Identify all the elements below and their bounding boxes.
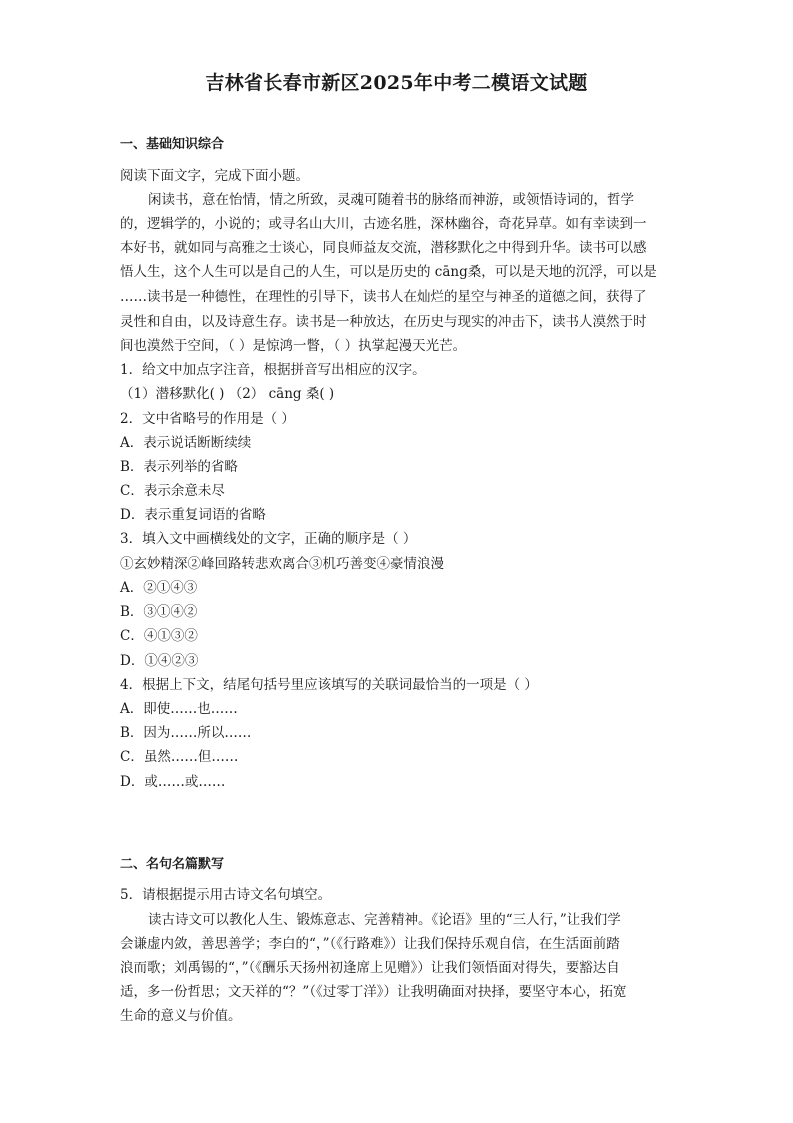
question-3-option-a: A．②①④③: [120, 580, 198, 596]
question-4-option-b: B．因为……所以……: [120, 725, 252, 741]
passage-line: 灵性和自由，以及诗意生存。读书是一种放达，在历史与现实的冲击下，读书人漠然于时: [120, 314, 647, 330]
section-heading-recitation: 二、名句名篇默写: [120, 857, 225, 872]
passage-line: 生命的意义与价值。: [120, 1008, 242, 1024]
reading-instruction: 阅读下面文字，完成下面小题。: [120, 168, 309, 184]
question-3-items: ①玄妙精深②峰回路转悲欢离合③机巧善变④豪情浪漫: [120, 556, 444, 572]
passage-line: 的，逻辑学的，小说的；或寻名山大川，古迹名胜，深林幽谷，奇花异草。如有幸读到一: [120, 216, 647, 232]
question-2-option-c: C．表示余意未尽: [120, 483, 225, 499]
passage-line: 间也漠然于空间，（ ）是惊鸿一瞥，（ ）执掌起漫天光芒。: [120, 338, 467, 354]
question-4-stem: 4．根据上下文，结尾句括号里应该填写的关联词最恰当的一项是（ ）: [120, 677, 538, 693]
passage-line: 适，多一份哲思；文天祥的“？”（《过零丁洋》）让我明确面对抉择，要坚守本心，拓宽: [120, 984, 627, 1000]
passage-line: 悟人生，这个人生可以是自己的人生，可以是历史的 cāng桑，可以是天地的沉浮，可以是: [120, 264, 657, 280]
question-3-stem: 3．填入文中画横线处的文字，正确的顺序是（ ）: [120, 531, 417, 547]
question-4-option-d: D．或……或……: [120, 774, 226, 790]
passage-line: 浪而歌；刘禹锡的“，”（《酬乐天扬州初逢席上见赠》）让我们领悟面对得失，要豁达自: [120, 960, 620, 976]
question-2-option-d: D．表示重复词语的省略: [120, 507, 266, 523]
question-4-option-c: C．虽然……但……: [120, 749, 239, 765]
passage-line: 闲读书，意在怡情，情之所致，灵魂可随着书的脉络而神游，或领悟诗词的，哲学: [148, 192, 634, 208]
question-1-subitems: （1）潜移默化( ) （2） cāng 桑( ): [120, 386, 335, 402]
question-4-option-a: A．即使……也……: [120, 701, 238, 717]
passage-line: 读古诗文可以教化人生、锻炼意志、完善精神。《论语》里的“三人行，”让我们学: [148, 912, 621, 928]
passage-line: 本好书，就如同与高雅之士谈心，同良师益友交流，潜移默化之中得到升华。读书可以感: [120, 240, 647, 256]
passage-line: 会谦虚内敛，善思善学；李白的“，”（《行路难》）让我们保持乐观自信，在生活面前踏: [120, 936, 620, 952]
question-1-stem: 1．给文中加点字注音，根据拼音写出相应的汉字。: [120, 362, 426, 378]
question-3-option-b: B．③①④②: [120, 604, 198, 620]
section-heading-basics: 一、基础知识综合: [120, 137, 225, 152]
question-2-stem: 2．文中省略号的作用是（ ）: [120, 411, 295, 427]
question-3-option-d: D．①④②③: [120, 653, 199, 669]
passage-line: ……读书是一种德性，在理性的引导下，读书人在灿烂的星空与神圣的道德之间，获得了: [120, 289, 647, 305]
question-2-option-b: B．表示列举的省略: [120, 459, 238, 475]
question-2-option-a: A．表示说话断断续续: [120, 435, 252, 451]
page-title: 吉林省长春市新区2025年中考二模语文试题: [205, 72, 588, 94]
question-3-option-c: C．④①③②: [120, 628, 198, 644]
question-5-stem: 5．请根据提示用古诗文名句填空。: [120, 887, 332, 903]
